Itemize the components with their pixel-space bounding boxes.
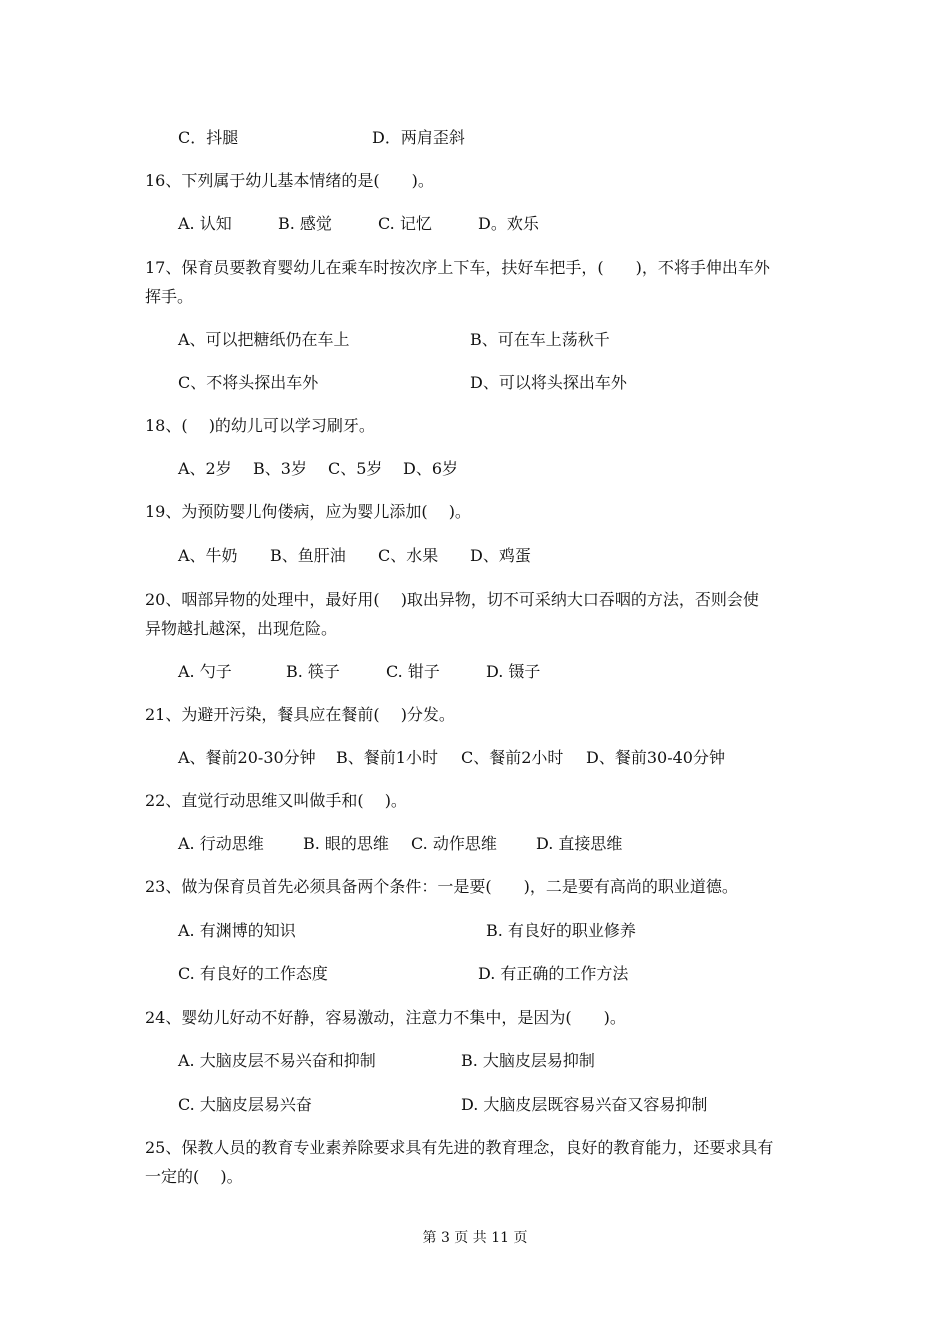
q19-option-a: A、牛奶 — [178, 546, 238, 565]
q24-option-a: A. 大脑皮层不易兴奋和抑制 — [178, 1051, 376, 1070]
q15-option-c: C．抖腿 — [178, 128, 239, 147]
q19-option-d: D、鸡蛋 — [470, 546, 531, 565]
q23-option-a: A. 有渊博的知识 — [178, 921, 296, 940]
q18-option-d: D、6岁 — [403, 459, 459, 478]
q17-option-d: D、可以将头探出车外 — [470, 373, 627, 392]
q20-option-d: D. 镊子 — [486, 662, 541, 681]
q20-option-a: A. 勺子 — [178, 662, 232, 681]
question-20-line-2: 异物越扎越深，出现危险。 — [145, 619, 338, 638]
q21-option-a: A、餐前20-30分钟 — [178, 748, 316, 767]
question-25-line-1: 25、保教人员的教育专业素养除要求具有先进的教育理念，良好的教育能力，还要求具有 — [145, 1138, 774, 1157]
q18-option-c: C、5岁 — [328, 459, 383, 478]
q17-option-c: C、不将头探出车外 — [178, 373, 319, 392]
question-24: 24、婴幼儿好动不好静，容易激动，注意力不集中，是因为( )。 — [145, 1008, 626, 1027]
q17-option-b: B、可在车上荡秋千 — [470, 330, 610, 349]
q20-option-b: B. 筷子 — [286, 662, 340, 681]
question-19: 19、为预防婴儿佝偻病，应为婴儿添加( )。 — [145, 502, 471, 521]
q24-option-b: B. 大脑皮层易抑制 — [461, 1051, 595, 1070]
q24-option-d: D. 大脑皮层既容易兴奋又容易抑制 — [461, 1095, 708, 1114]
q20-option-c: C. 钳子 — [386, 662, 440, 681]
question-22: 22、直觉行动思维又叫做手和( )。 — [145, 791, 407, 810]
q23-option-d: D. 有正确的工作方法 — [478, 964, 629, 983]
question-18: 18、( )的幼儿可以学习刷牙。 — [145, 416, 375, 435]
question-17-line-1: 17、保育员要教育婴幼儿在乘车时按次序上下车，扶好车把手，( )，不将手伸出车外 — [145, 258, 770, 277]
q24-option-c: C. 大脑皮层易兴奋 — [178, 1095, 312, 1114]
q22-option-d: D. 直接思维 — [536, 834, 623, 853]
question-16: 16、下列属于幼儿基本情绪的是( )。 — [145, 171, 434, 190]
q16-option-c: C. 记忆 — [378, 214, 432, 233]
q19-option-b: B、鱼肝油 — [270, 546, 346, 565]
question-17-line-2: 挥手。 — [145, 287, 194, 306]
q16-option-d: D。欢乐 — [478, 214, 539, 233]
question-21: 21、为避开污染，餐具应在餐前( )分发。 — [145, 705, 455, 724]
question-20-line-1: 20、咽部异物的处理中，最好用( )取出异物，切不可采纳大口吞咽的方法，否则会使 — [145, 590, 759, 609]
question-25-line-2: 一定的( )。 — [145, 1167, 243, 1186]
q16-option-b: B. 感觉 — [278, 214, 332, 233]
q23-option-c: C. 有良好的工作态度 — [178, 964, 328, 983]
q17-option-a: A、可以把糖纸仍在车上 — [178, 330, 350, 349]
q18-option-b: B、3岁 — [253, 459, 307, 478]
question-23: 23、做为保育员首先必须具备两个条件：一是要( )，二是要有高尚的职业道德。 — [145, 877, 738, 896]
page-number-footer: 第 3 页 共 11 页 — [422, 1230, 528, 1246]
q22-option-c: C. 动作思维 — [411, 834, 497, 853]
q21-option-d: D、餐前30-40分钟 — [586, 748, 725, 767]
q18-option-a: A、2岁 — [178, 459, 232, 478]
q21-option-b: B、餐前1小时 — [336, 748, 438, 767]
q16-option-a: A. 认知 — [178, 214, 232, 233]
q15-option-d: D．两肩歪斜 — [372, 128, 465, 147]
q21-option-c: C、餐前2小时 — [461, 748, 564, 767]
q19-option-c: C、水果 — [378, 546, 439, 565]
q22-option-b: B. 眼的思维 — [303, 834, 389, 853]
q23-option-b: B. 有良好的职业修养 — [486, 921, 636, 940]
q22-option-a: A. 行动思维 — [178, 834, 264, 853]
